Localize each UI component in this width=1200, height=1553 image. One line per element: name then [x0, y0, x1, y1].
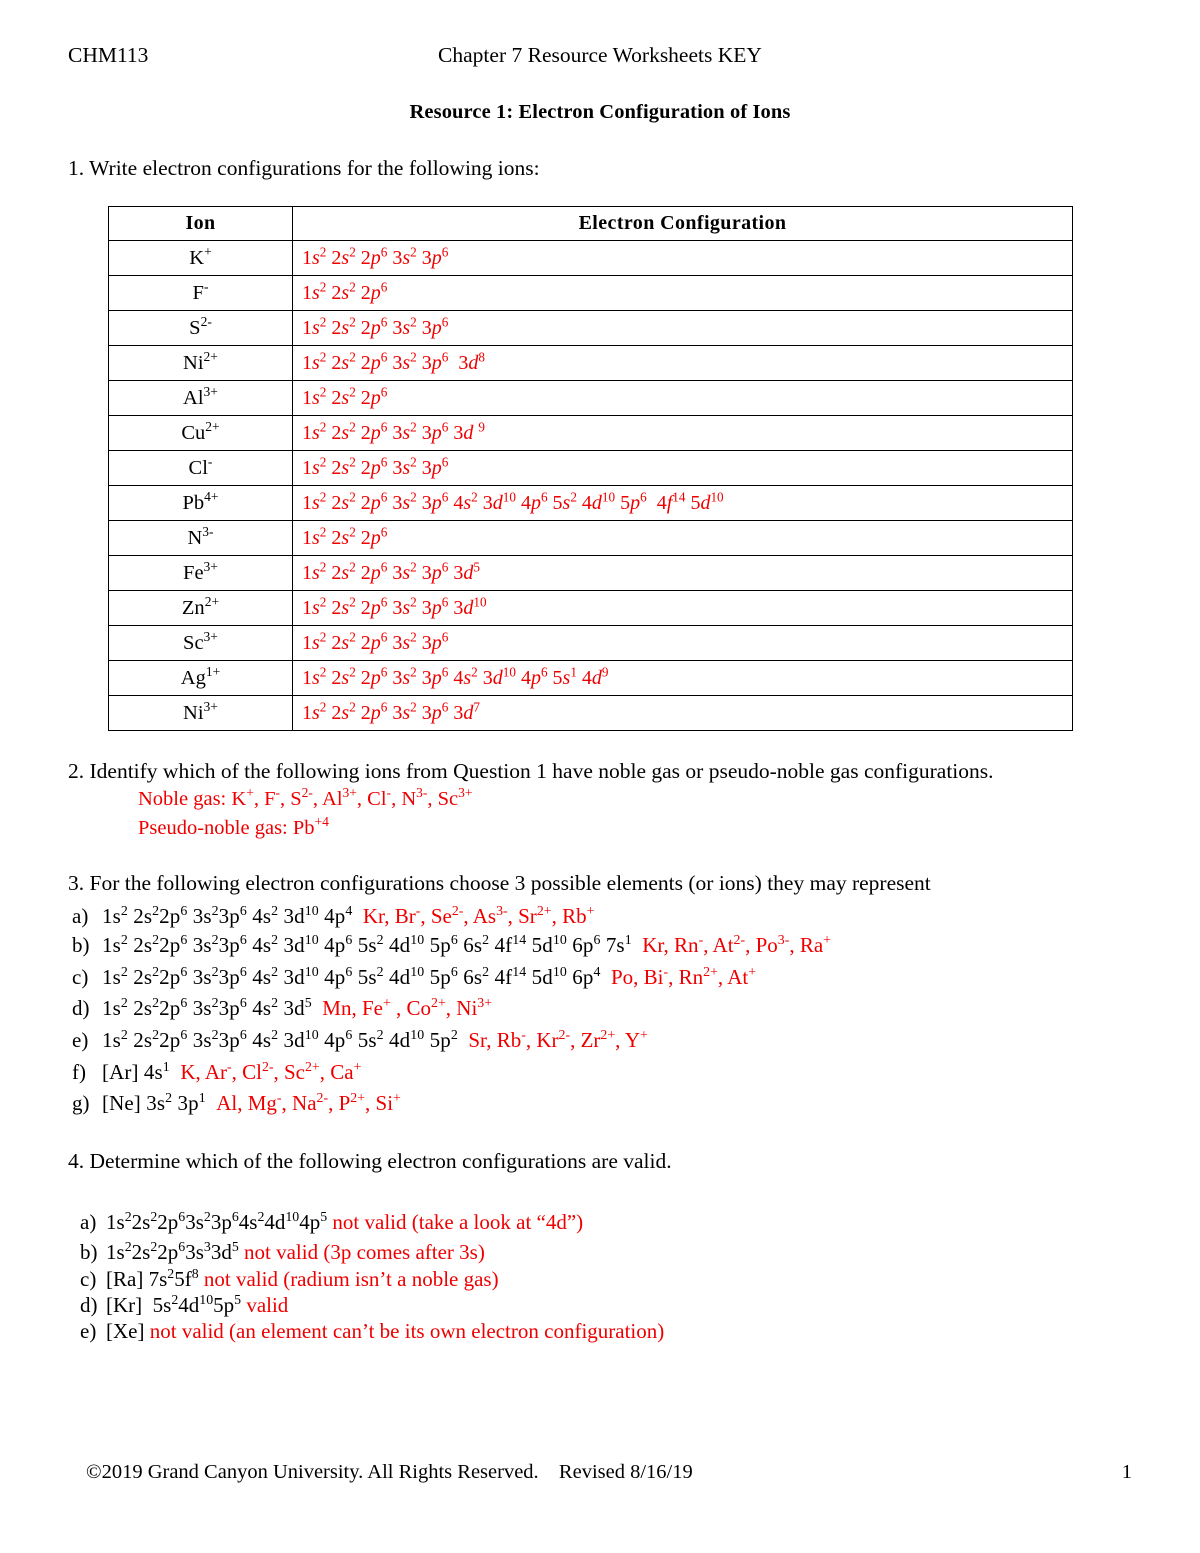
- item-validity-answer: valid: [241, 1293, 289, 1317]
- electron-configuration-cell: $1s^2$ $2s^2$ $2p^6$ $3s^2$ $3p^6$: [293, 311, 1073, 346]
- page-header: [68, 42, 1132, 68]
- electron-configuration-cell: $1s^2$ $2s^2$ $2p^6$ $3s^2$ $3p^6$ $3d^5$: [293, 556, 1073, 591]
- ion-configuration-table: [108, 206, 1073, 731]
- question-4-item: [80, 1291, 288, 1319]
- ion-cell: K+: [109, 241, 293, 276]
- table-row: [109, 521, 1073, 556]
- item-label: c): [80, 1267, 97, 1291]
- item-answer: Po, Bi-, $Rn^{2+}$, At+: [600, 964, 757, 989]
- item-configuration: [Ne] $3s^2$ $3p^1$: [102, 1090, 206, 1115]
- question-3-item: [72, 963, 756, 991]
- item-validity-answer: not valid (radium isn’t a noble gas): [198, 1267, 499, 1291]
- item-configuration: $1s^2$ $2s^22p^6$ $3s^23p^6$ $4s^2$ $3d^{10}$ $4p^4$: [102, 903, 353, 928]
- question-4-item: [80, 1208, 583, 1236]
- question-3-item: [72, 1089, 401, 1117]
- table-row: [109, 276, 1073, 311]
- question-3-item: [72, 1026, 648, 1054]
- item-label: e): [72, 1028, 89, 1052]
- electron-configuration-cell: $1s^2$ $2s^2$ $2p^6$ $3s^2$ $3p^6$ $3d^7$: [293, 696, 1073, 731]
- question-1-prompt: 1. Write electron configurations for the following ions:: [68, 156, 540, 180]
- item-answer: Kr, Br-, $Se^{2-}$, $As^{3-}$, $Sr^{2+}$, Rb+: [352, 903, 595, 928]
- item-configuration: $1s^2$ $2s^22p^6$ $3s^23p^6$ $4s^2$ $3d^{10}$ $4p^6$ $5s^2$ $4d^{10}$ $5p^2$: [102, 1027, 458, 1052]
- electron-configuration-cell: $1s^2$ $2s^2$ $2p^6$ $3s^2$ $3p^6$: [293, 241, 1073, 276]
- table-row: [109, 591, 1073, 626]
- item-label: c): [72, 965, 89, 989]
- electron-configuration-cell: $1s^2$ $2s^2$ $2p^6$ $3s^2$ $3p^6$: [293, 626, 1073, 661]
- item-answer: Mn, Fe+ , $Co^{2+}$, $Ni^{3+}$: [311, 995, 493, 1020]
- ion-cell: $Zn^{2+}$: [109, 591, 293, 626]
- column-header-ion: Ion: [109, 207, 293, 241]
- item-configuration: [Kr] $5s^24d^{10}5p^5$: [106, 1292, 242, 1317]
- ion-cell: $Ni^{2+}$: [109, 346, 293, 381]
- item-answer: K, Ar-, $Cl^{2-}$, $Sc^{2+}$, Ca+: [169, 1059, 362, 1084]
- item-answer: Kr, Rn-, $At^{2-}$, $Po^{3-}$, Ra+: [631, 932, 831, 957]
- ion-cell: $Fe^{3+}$: [109, 556, 293, 591]
- question-4-item: [80, 1238, 485, 1266]
- item-label: f): [72, 1060, 86, 1084]
- copyright-text: ©2019 Grand Canyon University. All Rights Reserved.: [86, 1461, 539, 1483]
- item-configuration: $1s^22s^22p^63s^23p^64s^24d^{10}4p^5$: [106, 1209, 328, 1234]
- table-row: [109, 696, 1073, 731]
- table-row: [109, 661, 1073, 696]
- item-validity-answer: not valid (3p comes after 3s): [238, 1240, 485, 1264]
- ion-cell: $Ni^{3+}$: [109, 696, 293, 731]
- electron-configuration-cell: $1s^2$ $2s^2$ $2p^6$: [293, 381, 1073, 416]
- item-configuration: [Ra] $7s^25f^8$: [106, 1266, 199, 1291]
- question-3-item: [72, 902, 594, 930]
- table-row: [109, 451, 1073, 486]
- table-row: [109, 381, 1073, 416]
- question-3-item: [72, 994, 492, 1022]
- ion-cell: $Sc^{3+}$: [109, 626, 293, 661]
- electron-configuration-cell: $1s^2$ $2s^2$ $2p^6$ $3s^2$ $3p^6$ $3d^8$: [293, 346, 1073, 381]
- resource-title: Resource 1: Electron Configuration of Ions: [409, 101, 791, 123]
- item-configuration: $1s^2$ $2s^22p^6$ $3s^23p^6$ $4s^2$ $3d^{10}$ $4p^6$ $5s^2$ $4d^{10}$ $5p^6$ $6s^2$ $4f^{14}$ $5d^{10}$ $6p^4$: [102, 964, 601, 989]
- electron-configuration-cell: $1s^2$ $2s^2$ $2p^6$: [293, 521, 1073, 556]
- ion-cell: $Pb^{4+}$: [109, 486, 293, 521]
- item-label: a): [72, 904, 89, 928]
- question-4-prompt: 4. Determine which of the following electron configurations are valid.: [68, 1149, 672, 1173]
- table-row: [109, 416, 1073, 451]
- table-row: [109, 626, 1073, 661]
- electron-configuration-cell: $1s^2$ $2s^2$ $2p^6$ $3s^2$ $3p^6$: [293, 451, 1073, 486]
- revised-date: Revised 8/16/19: [558, 1461, 693, 1483]
- question-2-prompt: 2. Identify which of the following ions from Question 1 have noble gas or pseudo-noble gas configurations.: [68, 759, 994, 783]
- ion-cell: $Al^{3+}$: [109, 381, 293, 416]
- electron-configuration-cell: $1s^2$ $2s^2$ $2p^6$ $3s^2$ $3p^6$ 3d $^9$: [293, 416, 1073, 451]
- item-answer: Al, Mg-, $Na^{2-}$, $P^{2+}$, Si+: [205, 1090, 401, 1115]
- page-number: 1: [1121, 1461, 1132, 1483]
- ion-cell: $Cu^{2+}$: [109, 416, 293, 451]
- ion-cell: Cl-: [109, 451, 293, 486]
- item-label: d): [72, 996, 90, 1020]
- question-3-prompt: 3. For the following electron configurations choose 3 possible elements (or ions) they may represent: [68, 871, 931, 895]
- item-validity-answer: not valid (an element can’t be its own electron configuration): [144, 1319, 665, 1343]
- question-3-item: [72, 1058, 361, 1086]
- ion-cell: $N^{3-}$: [109, 521, 293, 556]
- ion-cell: $Ag^{1+}$: [109, 661, 293, 696]
- question-2-noble-gas-answer: Noble gas: K+, F-, $S^{2-}$, $Al^{3+}$, Cl-, $N^{3-}$, $Sc^{3+}$: [138, 785, 473, 810]
- table-header-row: [109, 207, 1073, 241]
- page-footer: [86, 1460, 693, 1485]
- electron-configuration-cell: $1s^2$ $2s^2$ $2p^6$ $3s^2$ $3p^6$ $3d^{10}$: [293, 591, 1073, 626]
- item-label: e): [80, 1319, 97, 1343]
- question-4-item: [80, 1317, 664, 1345]
- question-3-item: [72, 931, 831, 959]
- item-validity-answer: not valid (take a look at “4d”): [327, 1210, 584, 1234]
- item-configuration: [Ar] $4s^1$: [102, 1059, 170, 1084]
- item-configuration: $1s^22s^22p^63s^33d^5$: [106, 1239, 239, 1264]
- electron-configuration-cell: $1s^2$ $2s^2$ $2p^6$ $3s^2$ $3p^6$ $4s^2$ $3d^{10}$ $4p^6$ $5s^2$ $4d^{10}$ $5p^6$ $4f^{14}$ $5d^{10}$: [293, 486, 1073, 521]
- electron-configuration-cell: $1s^2$ $2s^2$ $2p^6$: [293, 276, 1073, 311]
- item-label: g): [72, 1091, 90, 1115]
- table-row: [109, 556, 1073, 591]
- item-configuration: $1s^2$ $2s^22p^6$ $3s^23p^6$ $4s^2$ $3d^5$: [102, 995, 312, 1020]
- item-label: d): [80, 1293, 98, 1317]
- table-body: [109, 241, 1073, 731]
- document-title: Chapter 7 Resource Worksheets KEY: [438, 43, 762, 67]
- item-label: b): [80, 1240, 98, 1264]
- electron-configuration-cell: $1s^2$ $2s^2$ $2p^6$ $3s^2$ $3p^6$ $4s^2$ $3d^{10}$ $4p^6$ $5s^1$ $4d^9$: [293, 661, 1073, 696]
- ion-cell: $S^{2-}$: [109, 311, 293, 346]
- table-row: [109, 241, 1073, 276]
- item-configuration: $1s^2$ $2s^22p^6$ $3s^23p^6$ $4s^2$ $3d^{10}$ $4p^6$ $5s^2$ $4d^{10}$ $5p^6$ $6s^2$ $4f^{14}$ $5d^{10}$ $6p^6$ $7s^1$: [102, 932, 632, 957]
- ion-cell: F-: [109, 276, 293, 311]
- question-4-item: [80, 1265, 499, 1293]
- table-row: [109, 311, 1073, 346]
- table-row: [109, 486, 1073, 521]
- column-header-electron-configuration: Electron Configuration: [293, 207, 1073, 241]
- item-label: a): [80, 1210, 97, 1234]
- question-2-pseudo-noble-gas-answer: Pseudo-noble gas: $Pb^{+4}$: [138, 814, 329, 839]
- item-configuration: [Xe]: [106, 1319, 145, 1343]
- item-label: b): [72, 933, 90, 957]
- item-answer: Sr, Rb-, $Kr^{2-}$, $Zr^{2+}$, Y+: [457, 1027, 648, 1052]
- table-row: [109, 346, 1073, 381]
- course-code: CHM113: [68, 43, 149, 67]
